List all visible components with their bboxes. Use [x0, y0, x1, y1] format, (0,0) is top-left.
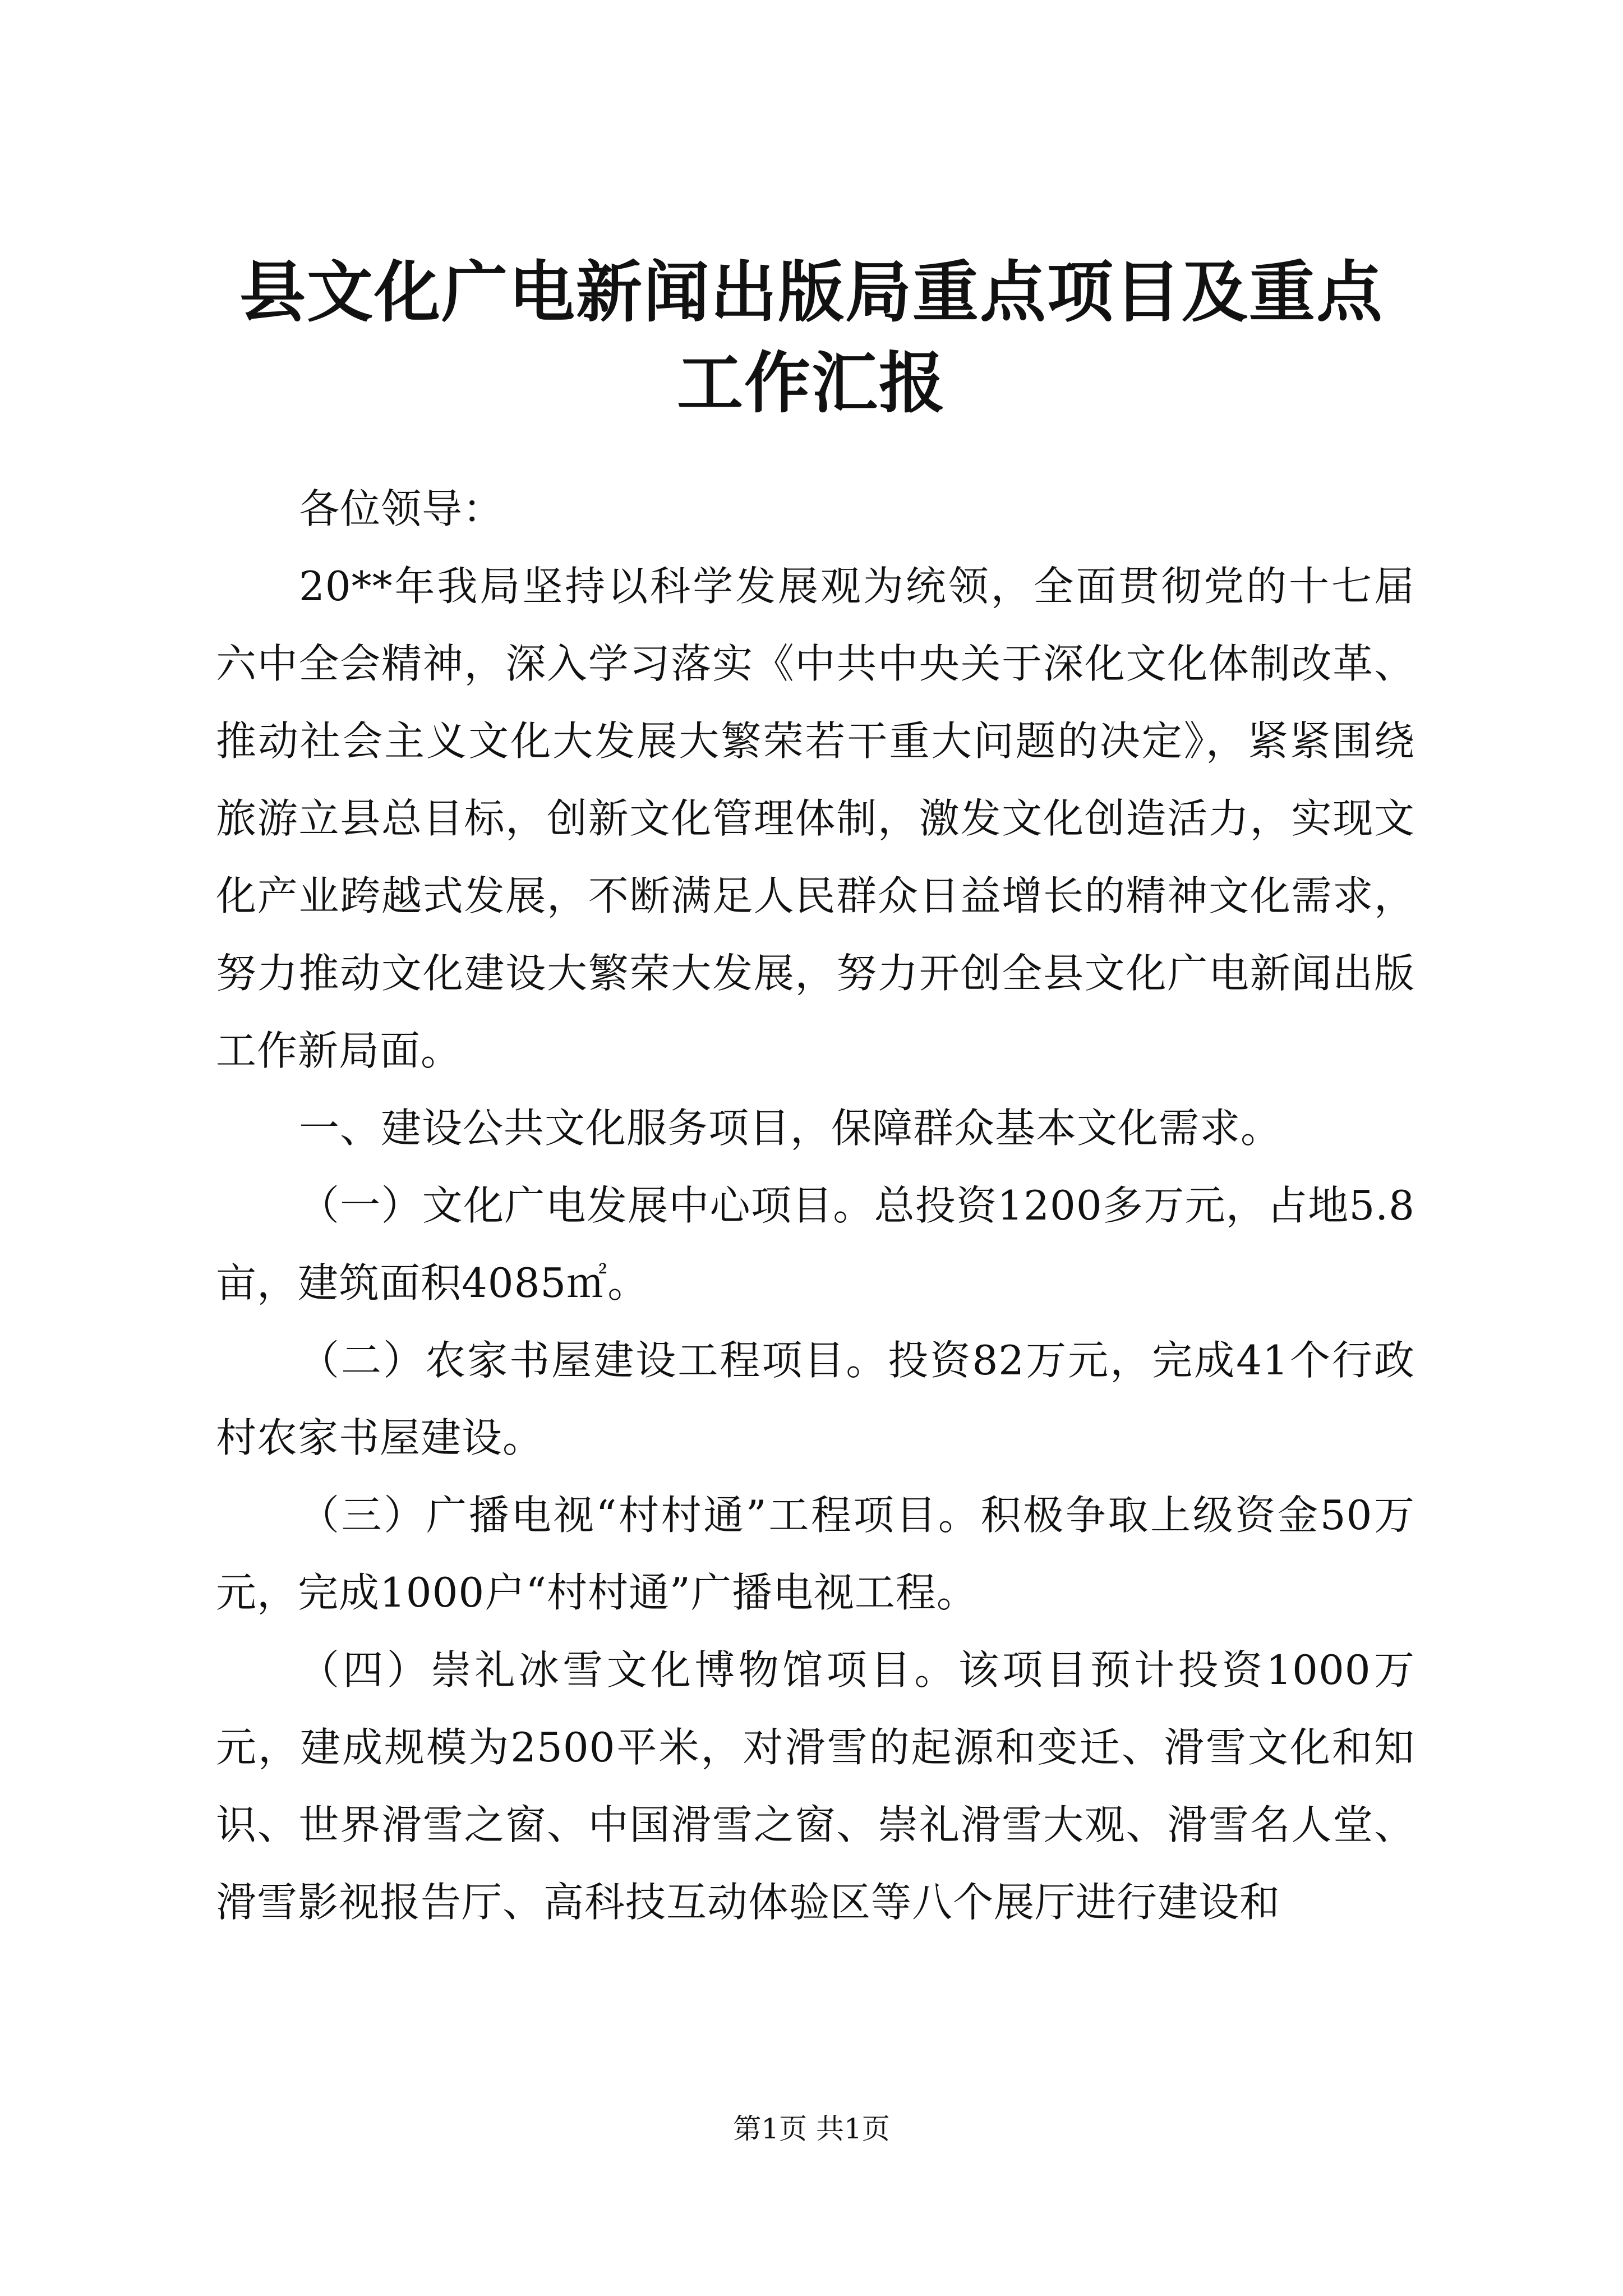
salutation-paragraph: 各位领导： [299, 485, 504, 532]
item-paragraph-2: （二）农家书屋建设工程项目。投资82万元，完成41个行政村农家书屋建设。 [216, 1337, 1415, 1461]
item-paragraph-1: （一）文化广电发展中心项目。总投资1200多万元，占地5.8亩，建筑面积4085㎡。 [216, 1182, 1415, 1306]
document-body [216, 470, 1415, 1941]
item-paragraph-4: （四）崇礼冰雪文化博物馆项目。该项目预计投资1000万元，建成规模为2500平米，对滑雪的起源和变迁、滑雪文化和知识、世界滑雪之窗、中国滑雪之窗、崇礼滑雪大观、滑雪名人堂、滑雪影视报告厅、高科技互动体验区等八个展厅进行建设和 [216, 1646, 1415, 1926]
intro-paragraph: 20**年我局坚持以科学发展观为统领，全面贯彻党的十七届六中全会精神，深入学习落实《中共中央关于深化文化体制改革、推动社会主义文化大发展大繁荣若干重大问题的决定》，紧紧围绕旅游立县总目标，创新文化管理体制，激发文化创造活力，实现文化产业跨越式发展，不断满足人民群众日益增长的精神文化需求，努力推动文化建设大繁荣大发展，努力开创全县文化广电新闻出版工作新局面。 [216, 563, 1415, 1074]
item-paragraph-3: （三）广播电视“村村通”工程项目。积极争取上级资金50万元，完成1000户“村村通”广播电视工程。 [216, 1492, 1415, 1616]
page-footer: 第1页 共1页 [733, 2113, 890, 2145]
document-title: 县文化广电新闻出版局重点项目及重点工作汇报 [239, 253, 1384, 422]
section-heading-1: 一、建设公共文化服务项目，保障群众基本文化需求。 [299, 1105, 1282, 1152]
